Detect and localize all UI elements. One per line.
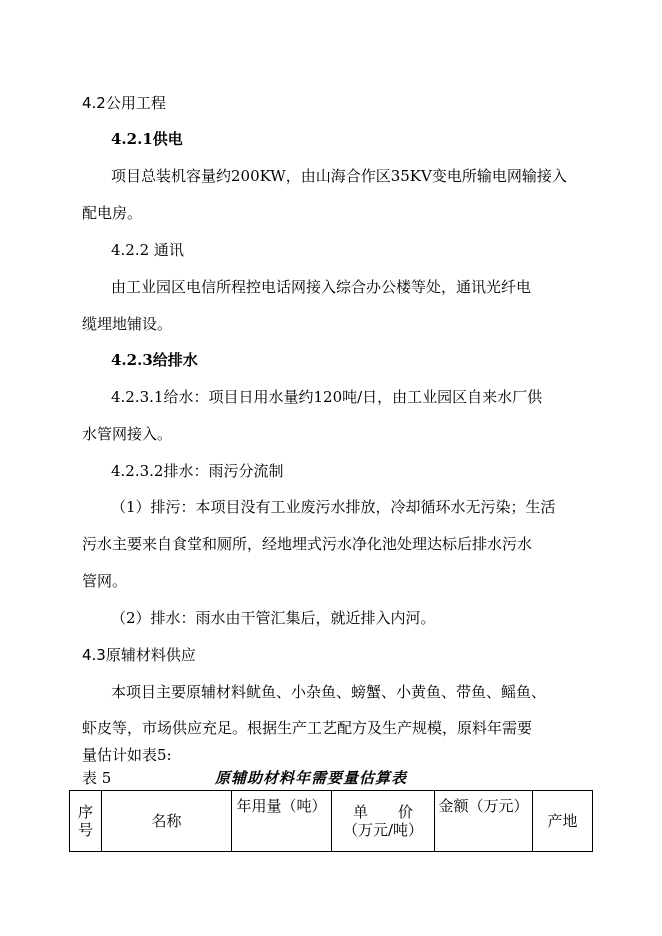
materials-table	[69, 790, 593, 852]
section-title-4-3: 4.3原辅材料供应	[82, 646, 196, 664]
paragraph-line: 缆埋地铺设。	[82, 315, 173, 333]
paragraph-line: （1）排污：本项目没有工业废污水排放，冷却循环水无污染；生活	[111, 498, 556, 516]
section-title-4-2: 4.2公用工程	[82, 94, 166, 112]
table-title: 原辅助材料年需要量估算表	[215, 769, 408, 787]
paragraph-line: 项目总装机容量约200KW，由山海合作区35KV变电所输电网输接入	[111, 167, 567, 185]
heading-power-supply: 4.2.1供电	[111, 130, 183, 148]
paragraph-line: 水管网接入。	[82, 425, 173, 443]
paragraph-line: 量估计如表5:	[82, 746, 172, 764]
heading-telecom: 4.2.2 通讯	[111, 241, 184, 259]
paragraph-line: 本项目主要原辅材料鱿鱼、小杂鱼、螃蟹、小黄鱼、带鱼、鳐鱼、	[111, 683, 547, 701]
paragraph-line: 污水主要来自食堂和厕所，经地埋式污水净化池处理达标后排水污水	[82, 535, 533, 553]
paragraph-line: 配电房。	[82, 204, 143, 222]
header-unit-price: 单 价 （万元/吨）	[332, 791, 435, 852]
paragraph-line: 由工业园区电信所程控电话网接入综合办公楼等处，通讯光纤电	[111, 278, 532, 296]
paragraph-line: 4.2.3.1给水：项目日用水量约120吨/日，由工业园区自来水厂供	[111, 388, 543, 406]
header-name: 名称	[102, 791, 232, 852]
paragraph-line: 虾皮等，市场供应充足。根据生产工艺配方及生产规模，原料年需要	[82, 719, 533, 737]
header-annual-usage: 年用量（吨）	[232, 791, 332, 852]
paragraph-line: （2）排水：雨水由干管汇集后，就近排入内河。	[111, 609, 436, 627]
table-label: 表 5	[82, 769, 112, 787]
header-origin: 产地	[533, 791, 593, 852]
paragraph-line: 管网。	[82, 572, 128, 590]
header-amount: 金额（万元）	[435, 791, 533, 852]
header-seq: 序 号	[70, 791, 102, 852]
heading-drainage: 4.2.3.2排水：雨污分流制	[111, 462, 284, 480]
table-header-row	[70, 791, 593, 852]
heading-water: 4.2.3给排水	[111, 351, 198, 369]
